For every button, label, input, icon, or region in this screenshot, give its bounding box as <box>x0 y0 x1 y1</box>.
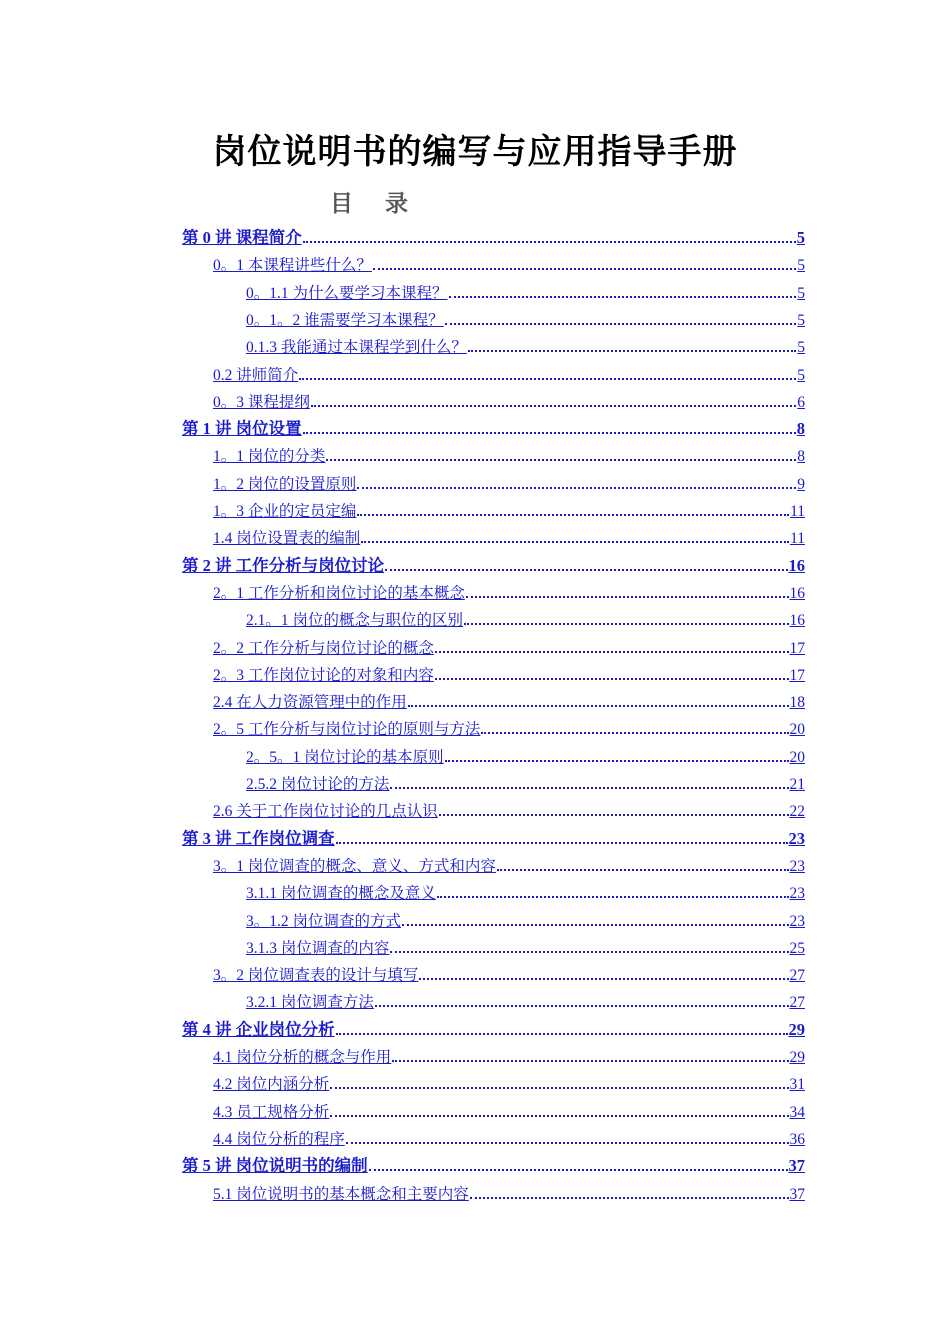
toc-entry[interactable] <box>182 226 805 248</box>
toc-entry[interactable] <box>213 854 805 876</box>
toc-entry-page-number: 8 <box>796 419 805 439</box>
toc-entry-page-number: 5 <box>797 366 805 384</box>
toc-entry-page-number: 16 <box>789 584 805 602</box>
toc-entry[interactable] <box>213 1045 805 1067</box>
toc-entry-label: 3。2 岗位调查表的设计与填写 <box>213 967 419 985</box>
toc-entry-page-number: 29 <box>788 1019 805 1039</box>
toc-entry[interactable] <box>213 717 805 739</box>
toc-entry-page-number: 27 <box>789 994 805 1012</box>
toc-entry-page-number: 16 <box>789 612 805 630</box>
toc-entry-label: 1。1 岗位的分类 <box>213 448 326 466</box>
toc-entry-page-number: 8 <box>797 448 805 466</box>
toc-entry[interactable] <box>246 745 805 767</box>
toc-entry-label: 5.1 岗位说明书的基本概念和主要内容 <box>213 1185 469 1203</box>
toc-dot-leader <box>439 814 789 816</box>
toc-entry-label: 4.2 岗位内涵分析 <box>213 1076 330 1094</box>
toc-entry-label: 2。5。1 岗位讨论的基本原则 <box>246 748 444 766</box>
toc-dot-leader <box>303 432 796 434</box>
toc-dot-leader <box>330 1087 788 1089</box>
document-title: 岗位说明书的编写与应用指导手册 <box>212 132 738 172</box>
toc-entry-label: 4.4 岗位分析的程序 <box>213 1130 345 1148</box>
toc-entry-page-number: 18 <box>789 694 805 712</box>
toc-entry-label: 2.5.2 岗位讨论的方法 <box>246 776 390 793</box>
toc-entry[interactable] <box>246 335 805 357</box>
toc-entry-label: 4.3 员工规格分析 <box>213 1103 330 1121</box>
toc-entry[interactable] <box>246 936 805 958</box>
toc-entry-label: 1。2 岗位的设置原则 <box>213 475 357 493</box>
toc-entry[interactable] <box>246 308 805 330</box>
toc-entry-label: 第 5 讲 岗位说明书的编制 <box>182 1156 368 1176</box>
toc-entry-page-number: 27 <box>789 967 805 985</box>
toc-entry-page-number: 37 <box>789 1185 805 1203</box>
toc-entry-page-number: 17 <box>789 639 805 657</box>
toc-entry[interactable] <box>182 554 805 576</box>
toc-dot-leader <box>311 405 796 407</box>
toc-entry[interactable] <box>182 827 805 849</box>
toc-dot-leader <box>373 268 796 270</box>
toc-entry[interactable] <box>213 636 805 658</box>
toc-dot-leader <box>445 760 789 762</box>
toc-entry[interactable] <box>246 281 805 303</box>
toc-entry-page-number: 37 <box>788 1156 805 1176</box>
toc-entry-page-number: 22 <box>789 803 805 821</box>
toc-entry[interactable] <box>213 526 805 548</box>
toc-dot-leader <box>336 1033 788 1035</box>
toc-heading: 目 录 <box>330 191 421 217</box>
toc-dot-leader <box>408 705 789 707</box>
toc-entry[interactable] <box>246 909 805 931</box>
toc-entry-label: 2。2 工作分析与岗位讨论的概念 <box>213 639 434 657</box>
toc-entry[interactable] <box>213 390 805 412</box>
toc-dot-leader <box>303 241 796 243</box>
toc-entry[interactable] <box>213 1100 805 1122</box>
toc-entry-label: 3.2.1 岗位调查方法 <box>246 994 374 1012</box>
toc-entry-page-number: 34 <box>789 1103 805 1121</box>
toc-dot-leader <box>357 487 796 489</box>
toc-dot-leader <box>481 732 788 734</box>
toc-entry[interactable] <box>213 1182 805 1204</box>
toc-dot-leader <box>361 541 789 543</box>
toc-dot-leader <box>357 514 789 516</box>
toc-entry[interactable] <box>213 663 805 685</box>
toc-dot-leader <box>449 296 797 298</box>
toc-entry[interactable] <box>213 963 805 985</box>
toc-entry-label: 1。3 企业的定员定编 <box>213 503 357 520</box>
toc-dot-leader <box>369 1169 788 1171</box>
toc-entry-label: 3。1 岗位调查的概念、意义、方式和内容 <box>213 857 496 875</box>
toc-dot-leader <box>402 924 788 926</box>
toc-entry[interactable] <box>213 363 805 385</box>
toc-entry-page-number: 23 <box>789 885 805 903</box>
toc-dot-leader <box>435 678 789 680</box>
toc-entry-page-number: 5 <box>797 284 805 302</box>
toc-entry-page-number: 6 <box>797 393 805 411</box>
toc-entry-label: 2。3 工作岗位讨论的对象和内容 <box>213 666 434 684</box>
toc-entry[interactable] <box>213 472 805 494</box>
toc-dot-leader <box>375 1005 789 1007</box>
toc-entry-page-number: 11 <box>790 530 805 548</box>
toc-entry-page-number: 11 <box>790 503 805 520</box>
toc-dot-leader <box>464 623 788 625</box>
toc-entry-page-number: 5 <box>797 257 805 275</box>
toc-entry-label: 0。1。2 谁需要学习本课程？ <box>246 311 444 329</box>
toc-dot-leader <box>390 951 788 953</box>
toc-entry[interactable] <box>182 1018 805 1040</box>
toc-entry-label: 第 3 讲 工作岗位调查 <box>182 828 335 848</box>
toc-entry-page-number: 36 <box>789 1130 805 1148</box>
toc-entry-label: 4.1 岗位分析的概念与作用 <box>213 1049 392 1066</box>
toc-dot-leader <box>385 569 787 571</box>
toc-entry[interactable] <box>213 581 805 603</box>
toc-entry-page-number: 23 <box>789 912 805 930</box>
toc-dot-leader <box>326 459 796 461</box>
toc-entry-label: 2.4 在人力资源管理中的作用 <box>213 694 407 712</box>
toc-entry[interactable] <box>246 608 805 630</box>
toc-dot-leader <box>346 1142 789 1144</box>
toc-dot-leader <box>468 350 796 352</box>
toc-entry[interactable] <box>246 881 805 903</box>
toc-entry-label: 0。1.1 为什么要学习本课程？ <box>246 284 448 302</box>
toc-entry[interactable] <box>213 444 805 466</box>
toc-entry-page-number: 17 <box>789 666 805 684</box>
toc-dot-leader <box>497 869 789 871</box>
toc-entry[interactable] <box>246 990 805 1012</box>
toc-entry-label: 3。1.2 岗位调查的方式 <box>246 912 402 930</box>
toc-dot-leader <box>330 1115 788 1117</box>
toc-entry-label: 0。3 课程提纲 <box>213 393 310 411</box>
toc-entry-label: 第 2 讲 工作分析与岗位讨论 <box>182 555 385 575</box>
toc-dot-leader <box>466 596 789 598</box>
toc-entry-page-number: 5 <box>797 339 805 357</box>
toc-entry-label: 2。1 工作分析和岗位讨论的基本概念 <box>213 584 465 602</box>
toc-entry-label: 0。1 本课程讲些什么？ <box>213 257 372 275</box>
toc-entry-page-number: 21 <box>789 776 805 793</box>
toc-entry[interactable] <box>213 799 805 821</box>
toc-entry-page-number: 23 <box>789 857 805 875</box>
toc-entry-page-number: 20 <box>789 748 805 766</box>
toc-entry[interactable] <box>182 417 805 439</box>
toc-dot-leader <box>470 1197 789 1199</box>
toc-entry[interactable] <box>213 1127 805 1149</box>
toc-entry-label: 3.1.3 岗位调查的内容 <box>246 939 390 957</box>
toc-entry[interactable] <box>213 1072 805 1094</box>
toc-dot-leader <box>392 1060 788 1062</box>
toc-dot-leader <box>435 651 789 653</box>
toc-entry-label: 第 1 讲 岗位设置 <box>182 419 302 439</box>
toc-dot-leader <box>437 896 789 898</box>
toc-dot-leader <box>299 378 796 380</box>
toc-entry-label: 2.6 关于工作岗位讨论的几点认识 <box>213 803 438 821</box>
toc-entry-page-number: 23 <box>788 828 805 848</box>
toc-entry-page-number: 5 <box>797 311 805 329</box>
toc-entry-label: 2.1。1 岗位的概念与职位的区别 <box>246 612 464 630</box>
toc-entry-page-number: 25 <box>789 939 805 957</box>
toc-entry-label: 0.1.3 我能通过本课程学到什么？ <box>246 339 467 357</box>
toc-dot-leader <box>390 787 788 789</box>
toc-dot-leader <box>445 323 797 325</box>
toc-entry-page-number: 9 <box>797 475 805 493</box>
toc-entry-page-number: 31 <box>789 1076 805 1094</box>
toc-entry-label: 3.1.1 岗位调查的概念及意义 <box>246 885 436 903</box>
toc-dot-leader <box>336 842 788 844</box>
toc-entry-label: 第 4 讲 企业岗位分析 <box>182 1019 335 1039</box>
toc-entry-label: 0.2 讲师简介 <box>213 366 299 384</box>
toc-entry[interactable] <box>213 253 805 275</box>
toc-entry-page-number: 16 <box>788 555 805 575</box>
toc-entry-label: 1.4 岗位设置表的编制 <box>213 530 361 548</box>
toc-entry-page-number: 29 <box>789 1049 805 1066</box>
toc-entry[interactable] <box>246 772 805 794</box>
toc-entry-label: 第 0 讲 课程简介 <box>182 228 302 247</box>
toc-entry-label: 2。5 工作分析与岗位讨论的原则与方法 <box>213 721 481 739</box>
toc-entry-page-number: 5 <box>796 228 805 247</box>
toc-entry[interactable] <box>213 499 805 521</box>
toc-entry[interactable] <box>213 690 805 712</box>
toc-entry-page-number: 20 <box>789 721 805 739</box>
toc-dot-leader <box>419 978 788 980</box>
toc-entry[interactable] <box>182 1154 805 1176</box>
